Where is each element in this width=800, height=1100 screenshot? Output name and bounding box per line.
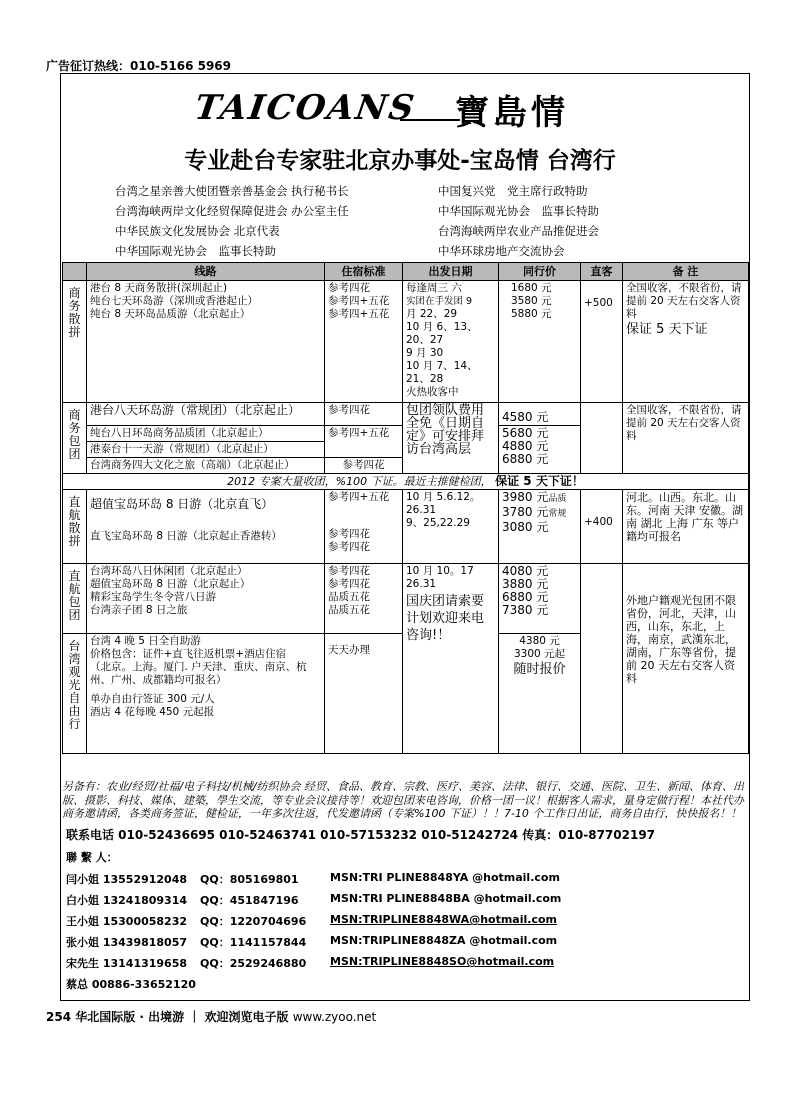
remark-cell: 全国收客，不限省份，请提前 20 天左右交客人资料 bbox=[623, 403, 749, 474]
hotel-cell: 参考四花 bbox=[325, 403, 403, 426]
footer-text: 254 华北国际版 · 出境游 ｜ 欢迎浏览电子版 bbox=[46, 1010, 289, 1024]
date-cell bbox=[403, 564, 499, 754]
hotel-line: 参考四花 bbox=[328, 528, 370, 540]
price-line: 7380 元 bbox=[502, 603, 549, 617]
hotel-line: 参考四+五花 bbox=[328, 491, 390, 503]
price-cell: 4580 元 bbox=[499, 403, 581, 426]
category-cell: 直航散拼 bbox=[63, 490, 87, 564]
tour-table bbox=[62, 262, 749, 754]
route-line: 价格包含：证件+直飞往返机票+酒店住宿 bbox=[90, 648, 287, 660]
service-note: 另备有：农业/经贸/社福/电子科技/机械/纺织协会 经贸、食品、教育、宗教、医疗、美容、法律、银行、交通、医院、卫生、新闻、体育、出版、摄影、科技、媒体、建築，學生交流，等专业会议接待等！欢迎包团来电咨询，价格一团一议！根据客人需求，量身定做行程！本社代办商务邀请函，各类商务签证，健检证，一年多次往返，代发邀请函（专案%100 下证）！！7-10 个工作日出证，商务自由行，快快报名！！ bbox=[62, 780, 745, 820]
hotel-line: 品质五花 bbox=[328, 591, 370, 603]
date-line: 21、28 bbox=[406, 373, 444, 385]
route-line: 超值宝岛环岛 8 日游（北京起止） bbox=[90, 578, 251, 590]
contact-name: 闫小姐 13552912048 bbox=[66, 873, 188, 886]
org-item: 台湾海峡两岸农业产品推促进会 bbox=[438, 224, 599, 238]
remark-guarantee: 保证 5 天下证 bbox=[626, 322, 708, 337]
hotel-line: 参考四花 bbox=[328, 541, 370, 553]
header-hotel: 住宿标准 bbox=[325, 263, 403, 281]
price-cell bbox=[499, 634, 581, 754]
price-line bbox=[502, 521, 577, 534]
date-cell bbox=[403, 281, 499, 403]
header-direct: 直客 bbox=[581, 263, 623, 281]
date-line: 10 月 5.6.12。 bbox=[406, 491, 481, 503]
category-cell: 直航包团 bbox=[63, 564, 87, 634]
table-row bbox=[63, 564, 749, 634]
table-header-row bbox=[63, 263, 749, 281]
price-value: 3980 元 bbox=[502, 490, 549, 504]
remark-cell bbox=[623, 281, 749, 403]
contact-qq: QQ：805169801 bbox=[200, 873, 299, 886]
route-line: 台湾 4 晚 5 日全自助游 bbox=[90, 635, 201, 647]
category-cell: 商务散拼 bbox=[63, 281, 87, 403]
remark-text: 全国收客，不限省份，请提前 20 天左右交客人资料 bbox=[626, 282, 742, 320]
org-item: 中华环球房地产交流协会 bbox=[438, 244, 565, 258]
logo-divider bbox=[400, 119, 460, 121]
contact-qq: QQ：2529246880 bbox=[200, 957, 307, 970]
page-footer bbox=[46, 1008, 376, 1025]
price-value: 3080 元 bbox=[502, 520, 549, 534]
contact-name: 王小姐 15300058232 bbox=[66, 915, 188, 928]
price-value: 3780 元 bbox=[502, 505, 549, 519]
direct-price: +500 bbox=[584, 297, 613, 309]
price-line: 5880 元 bbox=[511, 308, 552, 320]
price-line: 3300 元起 bbox=[513, 648, 566, 660]
hotel-line: 参考四花 bbox=[328, 282, 370, 294]
contact-name: 张小姐 13439818057 bbox=[66, 936, 188, 949]
org-item: 中国复兴党 党主席行政特助 bbox=[438, 184, 588, 198]
route-cell: 纯台八日环岛商务品质团（北京起止） bbox=[87, 426, 325, 442]
route-line: 港台 8 天商务散拼(深圳起止) bbox=[90, 282, 228, 294]
route-cell bbox=[87, 564, 325, 634]
price-tag: 品质 bbox=[548, 494, 567, 504]
contact-msn[interactable]: MSN:TRIPLINE8848ZA @hotmail.com bbox=[330, 934, 558, 947]
date-line: 10 月 6、13、 bbox=[406, 321, 478, 333]
hotel-line: 参考四+五花 bbox=[328, 308, 390, 320]
org-item: 中华国际观光协会 监事长特助 bbox=[438, 204, 599, 218]
contact-msn[interactable]: MSN:TRIPLINE8848WA@hotmail.com bbox=[330, 913, 557, 926]
price-line: 4380 元 bbox=[519, 635, 560, 647]
price-cell bbox=[499, 426, 581, 474]
table-row bbox=[63, 281, 749, 403]
price-line bbox=[502, 506, 577, 521]
contact-phones: 联系电话 010-52436695 010-52463741 010-57153232 010-51242724 传真：010-87702197 bbox=[66, 828, 656, 842]
hotel-cell: 参考四+五花 bbox=[325, 426, 403, 458]
hotel-cell: 参考四花 bbox=[325, 458, 403, 474]
date-line: 9、25,22.29 bbox=[406, 517, 470, 529]
direct-cell bbox=[581, 564, 623, 754]
direct-cell bbox=[581, 281, 623, 403]
category-cell: 台湾观光自由行 bbox=[63, 634, 87, 754]
price-line bbox=[502, 491, 577, 506]
contact-msn[interactable]: MSN:TRIPLINE8848SO@hotmail.com bbox=[330, 955, 555, 968]
route-line: 直飞宝岛环岛 8 日游（北京起止香港转） bbox=[90, 530, 282, 542]
price-line: 4080 元 bbox=[502, 564, 549, 578]
org-item: 台湾海峡两岸文化经贸保障促进会 办公室主任 bbox=[115, 204, 349, 218]
hotel-line: 品质五花 bbox=[328, 604, 370, 616]
page-title: 专业赴台专家驻北京办事处-宝岛情 台湾行 bbox=[184, 148, 616, 174]
org-list-left bbox=[115, 181, 349, 261]
contact-qq: QQ：451847196 bbox=[200, 894, 299, 907]
hotel-line: 参考四+五花 bbox=[328, 295, 390, 307]
contact-name: 蔡总 00886-33652120 bbox=[66, 978, 196, 991]
hotel-cell: 天天办理 bbox=[325, 634, 403, 754]
header-route: 线路 bbox=[87, 263, 325, 281]
contact-msn[interactable]: MSN:TRI PLINE8848YA @hotmail.com bbox=[330, 871, 560, 884]
header-date: 出发日期 bbox=[403, 263, 499, 281]
hotel-cell bbox=[325, 490, 403, 564]
route-line: （北京。上海。厦门. 户天津、重庆、南京、杭州、广州、成都籍均可报名） bbox=[90, 661, 307, 686]
hotel-cell bbox=[325, 564, 403, 634]
remark-cell: 河北。山西。东北。山东。河南 天津 安徽。湖南 湖北 上海 广东 等户籍均可报名 bbox=[623, 490, 749, 564]
price-cell bbox=[499, 564, 581, 634]
route-cell: 港泰台十一天游（常规团）（北京起止） bbox=[87, 442, 325, 458]
notice-text: 2012 专案大量收团，%100 下证。最近主推健检团， bbox=[227, 475, 492, 488]
contact-msn[interactable]: MSN:TRI PLINE8848BA @hotmail.com bbox=[330, 892, 562, 905]
direct-cell bbox=[581, 490, 623, 564]
price-cell bbox=[499, 281, 581, 403]
route-line: 超值宝岛环岛 8 日游（北京直飞） bbox=[90, 497, 274, 511]
route-line: 纯台 8 天环岛品质游（北京起止） bbox=[90, 308, 251, 320]
ad-hotline: 广告征订热线：010-5166 5969 bbox=[46, 59, 232, 73]
price-cell bbox=[499, 490, 581, 564]
contacts-heading: 聯 繫 人： bbox=[66, 851, 118, 864]
hotel-cell bbox=[325, 281, 403, 403]
table-row bbox=[63, 490, 749, 564]
route-cell bbox=[87, 490, 325, 564]
route-line: 台湾环岛八日休闲团（北京起止） bbox=[90, 565, 248, 577]
date-line: 月 22、29 bbox=[406, 308, 458, 320]
route-line: 精彩宝岛学生冬令营八日游 bbox=[90, 591, 216, 603]
org-list-right bbox=[438, 181, 599, 261]
route-cell bbox=[87, 634, 325, 754]
date-cell bbox=[403, 490, 499, 564]
date-line: 26.31 bbox=[406, 504, 437, 516]
header-remark: 备 注 bbox=[623, 263, 749, 281]
contact-name: 白小姐 13241809314 bbox=[66, 894, 188, 907]
direct-price: +400 bbox=[584, 516, 613, 528]
brand-name: 寶島情 bbox=[455, 93, 569, 133]
date-line: 每逢周三 六 bbox=[406, 282, 462, 294]
org-item: 中华国际观光协会 监事长特助 bbox=[115, 244, 276, 258]
notice-guarantee: 保证 5 天下证！ bbox=[495, 474, 584, 488]
date-callout: 国庆团请索要计划欢迎来电咨询!！ bbox=[406, 594, 485, 643]
price-line: 3580 元 bbox=[511, 295, 552, 307]
route-cell bbox=[87, 281, 325, 403]
header-blank bbox=[63, 263, 87, 281]
route-line: 酒店 4 花每晚 450 元起报 bbox=[90, 706, 215, 718]
footer-url[interactable]: www.zyoo.net bbox=[292, 1010, 377, 1024]
date-line: 10 月 10。17 bbox=[406, 565, 474, 577]
hotel-line: 参考四花 bbox=[328, 565, 370, 577]
header-price: 同行价 bbox=[499, 263, 581, 281]
date-line: 9 月 30 bbox=[406, 347, 444, 359]
route-line: 台湾亲子团 8 日之旅 bbox=[90, 604, 188, 616]
route-line: 纯台七天环岛游（深圳或香港起止） bbox=[90, 295, 258, 307]
date-line: 火热收客中 bbox=[406, 386, 459, 398]
date-line: 10 月 7、14、 bbox=[406, 360, 478, 372]
brand-logo: TAICOANS bbox=[192, 88, 419, 128]
notice-cell bbox=[63, 474, 749, 490]
hotel-line: 参考四花 bbox=[328, 578, 370, 590]
price-callout: 随时报价 bbox=[513, 662, 566, 677]
price-line: 4880 元 bbox=[502, 439, 549, 453]
date-line: 实团在手发团 9 bbox=[406, 296, 473, 307]
remark-cell: 外地户籍观光包团不限省份，河北，天津，山西，山东，东北，上海，南京，武漢东北，湖南，广东等省份，提前 20 天左右交客人资料 bbox=[623, 564, 749, 754]
route-line: 单办自由行签证 300 元/人 bbox=[90, 693, 215, 705]
route-cell: 港台八天环岛游（常规团）（北京起止） bbox=[87, 403, 325, 426]
direct-cell bbox=[581, 403, 623, 474]
price-line: 1680 元 bbox=[511, 282, 552, 294]
notice-row bbox=[63, 474, 749, 490]
contact-qq: QQ：1141157844 bbox=[200, 936, 307, 949]
date-cell: 包团领队费用全免《日期自定》可安排拜访台湾高层 bbox=[403, 403, 499, 474]
org-item: 台湾之星亲善大使团暨亲善基金会 执行秘书长 bbox=[115, 184, 349, 198]
date-line: 20、27 bbox=[406, 334, 444, 346]
price-tag: 常规 bbox=[548, 509, 567, 519]
price-line: 6880 元 bbox=[502, 590, 549, 604]
table-row bbox=[63, 403, 749, 426]
contact-qq: QQ：1220704696 bbox=[200, 915, 307, 928]
org-item: 中华民族文化发展协会 北京代表 bbox=[115, 224, 280, 238]
category-cell: 商务包团 bbox=[63, 403, 87, 474]
contact-name: 宋先生 13141319658 bbox=[66, 957, 188, 970]
date-line: 26.31 bbox=[406, 578, 437, 590]
route-cell: 台湾商务四大文化之旅（高端）（北京起止） bbox=[87, 458, 325, 474]
price-line: 6880 元 bbox=[502, 452, 549, 466]
price-line: 5680 元 bbox=[502, 426, 549, 440]
price-line: 3880 元 bbox=[502, 577, 549, 591]
